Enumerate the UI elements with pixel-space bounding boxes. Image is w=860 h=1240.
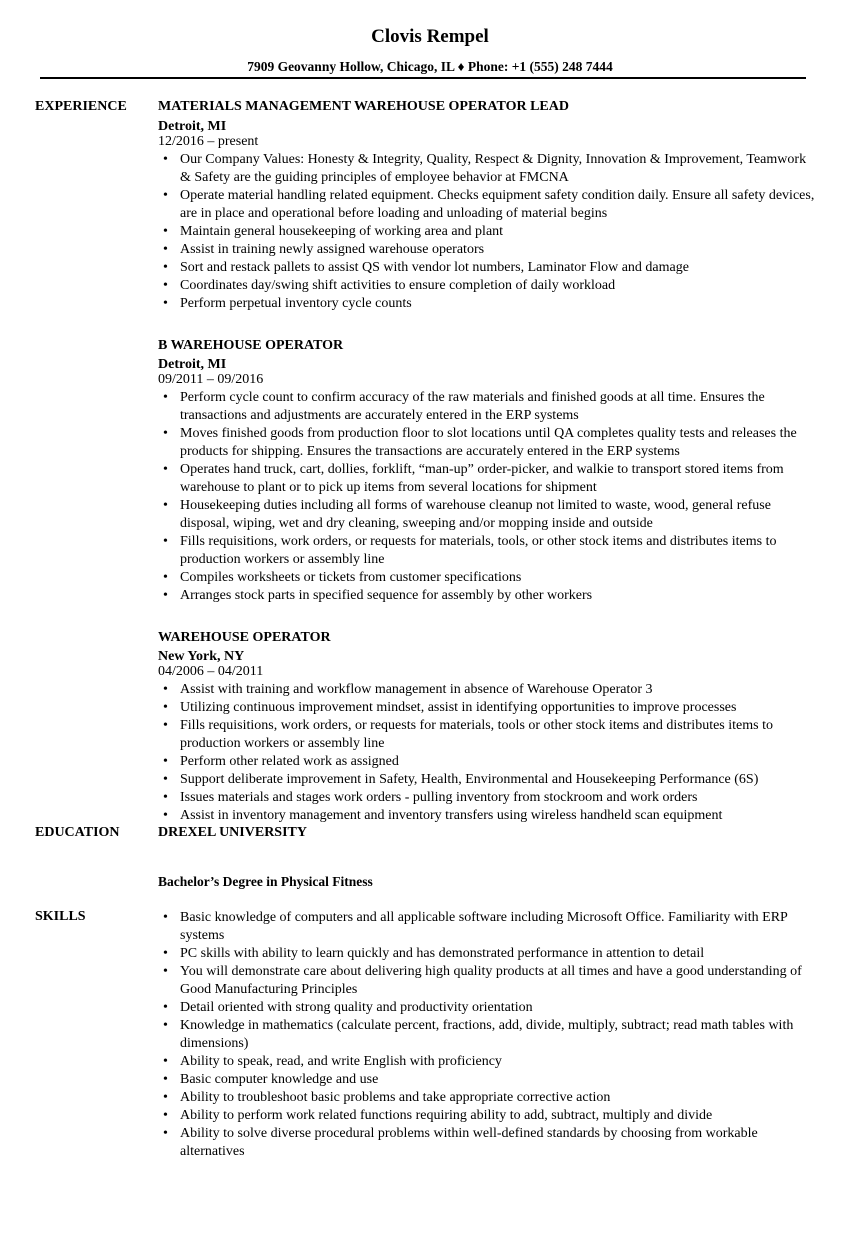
list-item: • Ability to speak, read, and write English with proficiency [158, 1053, 816, 1071]
list-item: • Assist in training newly assigned warehouse operators [158, 241, 816, 259]
job-dates: 09/2011 – 09/2016 [158, 372, 264, 387]
list-item: • Coordinates day/swing shift activities to ensure completion of daily workload [158, 277, 816, 295]
school-name: DREXEL UNIVERSITY [158, 825, 307, 840]
list-item: • Housekeeping duties including all forms of warehouse cleanup not limited to waste, wood, general refuse disposal, wiping, wet and dry cleaning, sweeping and/or mopping inside and outside [158, 497, 816, 533]
list-item: • Assist in inventory management and inventory transfers using wireless handheld scan equipment [158, 807, 816, 825]
education-heading: EDUCATION [35, 825, 120, 840]
list-item: • Operate material handling related equipment. Checks equipment safety condition daily. Ensure all safety devices, are in place and operational before loading and unloading of material begins [158, 187, 816, 223]
job-location: Detroit, MI [158, 119, 227, 134]
list-item: • Our Company Values: Honesty & Integrity, Quality, Respect & Dignity, Innovation & Improvement, Teamwork & Safety are the guiding principles of employee behavior at FMCNA [158, 151, 816, 187]
contact-line: 7909 Geovanny Hollow, Chicago, IL ♦ Phone: +1 (555) 248 7444 [247, 59, 613, 74]
list-item: • Detail oriented with strong quality and productivity orientation [158, 999, 816, 1017]
job-title: MATERIALS MANAGEMENT WAREHOUSE OPERATOR LEAD [158, 99, 569, 114]
list-item: • Maintain general housekeeping of working area and plant [158, 223, 816, 241]
list-item: • Perform perpetual inventory cycle counts [158, 295, 816, 313]
skills-list [158, 909, 816, 1161]
experience-heading: EXPERIENCE [35, 99, 127, 114]
list-item: • Basic knowledge of computers and all applicable software including Microsoft Office. Familiarity with ERP systems [158, 909, 816, 945]
list-item: • Compiles worksheets or tickets from customer specifications [158, 569, 816, 587]
list-item: • Perform cycle count to confirm accuracy of the raw materials and finished goods at all time. Ensures the transactions and adjustments are accurately entered in the ERP systems [158, 389, 816, 425]
job-title: B WAREHOUSE OPERATOR [158, 338, 344, 353]
job-dates: 12/2016 – present [158, 134, 259, 149]
list-item: • Arranges stock parts in specified sequence for assembly by other workers [158, 587, 816, 605]
list-item: • Ability to perform work related functions requiring ability to add, subtract, multiply and divide [158, 1107, 816, 1125]
list-item: • Ability to troubleshoot basic problems and take appropriate corrective action [158, 1089, 816, 1107]
list-item: • Fills requisitions, work orders, or requests for materials, tools or other stock items and distributes items to production workers or assembly line [158, 717, 816, 753]
list-item: • Sort and restack pallets to assist QS with vendor lot numbers, Laminator Flow and damage [158, 259, 816, 277]
job-location: New York, NY [158, 649, 245, 664]
resume-name: Clovis Rempel [371, 26, 489, 47]
job-dates: 04/2006 – 04/2011 [158, 664, 264, 679]
list-item: • Perform other related work as assigned [158, 753, 816, 771]
list-item: • Fills requisitions, work orders, or requests for materials, tools, or other stock items and distributes items to production workers or assembly line [158, 533, 816, 569]
job-location: Detroit, MI [158, 357, 227, 372]
list-item: • Operates hand truck, cart, dollies, forklift, “man-up” order-picker, and walkie to transport stored items from warehouse to plant or to pick up items from several locations for shipment [158, 461, 816, 497]
job-title: WAREHOUSE OPERATOR [158, 630, 331, 645]
list-item: • Basic computer knowledge and use [158, 1071, 816, 1089]
job-bullets [158, 151, 816, 313]
job-bullets [158, 681, 816, 825]
list-item: • Utilizing continuous improvement mindset, assist in identifying opportunities to improve processes [158, 699, 816, 717]
list-item: • PC skills with ability to learn quickly and has demonstrated performance in attention to detail [158, 945, 816, 963]
degree-name: Bachelor’s Degree in Physical Fitness [158, 874, 373, 889]
header-divider [40, 77, 806, 79]
list-item: • Assist with training and workflow management in absence of Warehouse Operator 3 [158, 681, 816, 699]
list-item: • Moves finished goods from production floor to slot locations until QA completes quality tests and releases the products for shipping. Ensures the transactions are accurately entered in the ERP systems [158, 425, 816, 461]
list-item: • Ability to solve diverse procedural problems within well-defined standards by choosing from workable alternatives [158, 1125, 816, 1161]
list-item: • Issues materials and stages work orders - pulling inventory from stockroom and work orders [158, 789, 816, 807]
list-item: • Knowledge in mathematics (calculate percent, fractions, add, divide, multiply, subtract; read math tables with dimensions) [158, 1017, 816, 1053]
skills-heading: SKILLS [35, 909, 86, 924]
list-item: • Support deliberate improvement in Safety, Health, Environmental and Housekeeping Performance (6S) [158, 771, 816, 789]
job-bullets [158, 389, 816, 605]
list-item: • You will demonstrate care about delivering high quality products at all times and have a good understanding of Good Manufacturing Principles [158, 963, 816, 999]
